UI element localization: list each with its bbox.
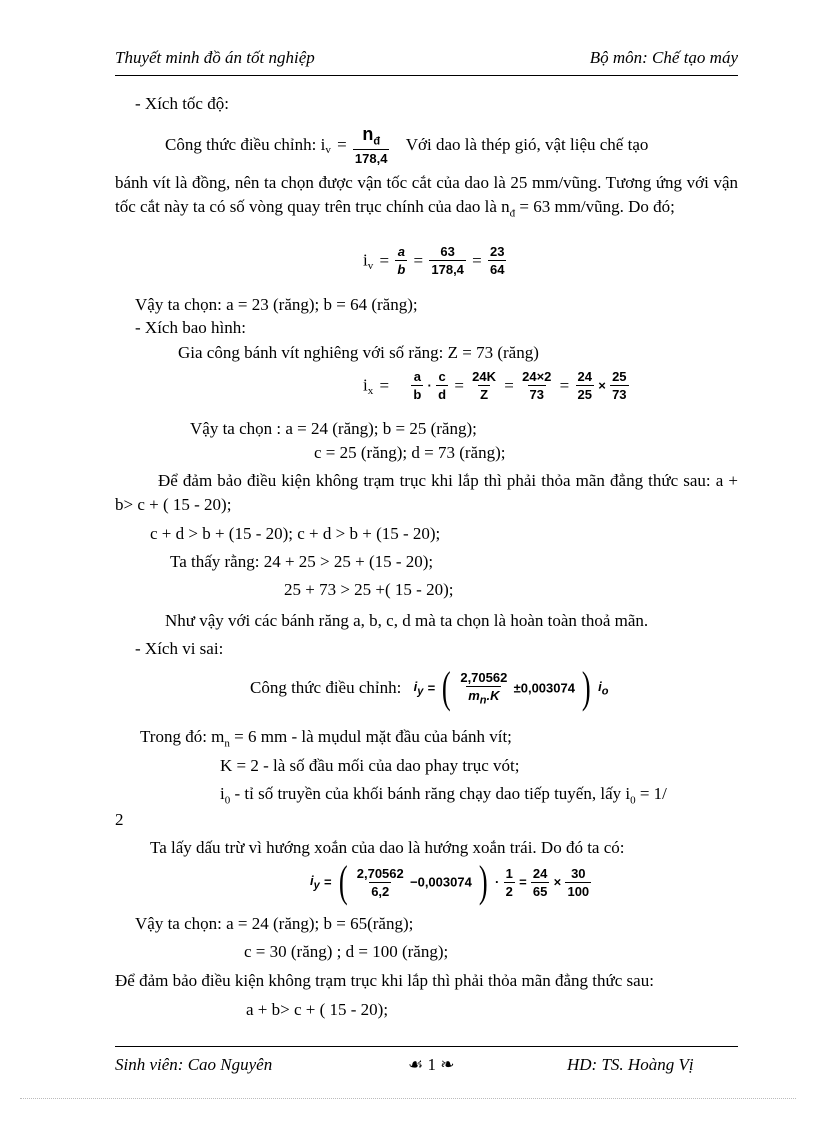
header-right: Bộ môn: Chế tạo máy [589,48,738,67]
footer-rule [115,1046,738,1047]
speed-paragraph: bánh vít là đồng, nên ta chọn được vận tốc cắt của dao là 25 mm/vũng. Tương ứng với vận tốc cắt này ta có số vòng quay trên trục chính của dao là $n_đ = 63$ mm/vũng. Do đó; [115,173,738,220]
footer-right: HD: TS. Hoàng Vị [567,1055,694,1074]
differential-sign-note: Ta lấy dấu trừ vì hướng xoắn của dao là hướng xoắn trái. Do đó ta có: [150,838,625,857]
speed-ratio-equation: $i_v$ = $\frac{a}{b}$ = $\frac{63}{178,4}$ = $\frac{23}{64}$ [363,244,505,277]
hobbing-check-2: 25 + 73 > 25 +( 15 - 20); [284,580,454,599]
where-ratio-wrap: 2 [115,810,124,829]
hobbing-check-1: Ta thấy rằng: 24 + 25 > 25 + (15 - 20); [170,552,434,571]
page-bottom-dotted-line [20,1098,796,1099]
hobbing-condition-2: c + d > b + (15 - 20); c + d > b + (15 - 20); [150,524,441,543]
hobbing-ratio-equation: $i_x$ = $\frac{a}{b}$ · $\frac{c}{d}$ = $\frac{24K}{Z}$ = $\frac{24\times 2}{73}$ = $\frac{24}{25}$ × $\frac{25}{73}$ [363,369,627,402]
differential-equation: $i_y$ = ( $\frac{2,70562}{6,2}$ −0,003074 ) · $\frac{1}{2}$ = $\frac{24}{65}$ × $\frac{30}{100}$ [310,857,590,906]
where-ratio: $i_0$ - tỉ số truyền của khối bánh răng chạy dao tiếp tuyến, lấy $i_0 = 1/$ [220,784,667,807]
where-starts: K = 2 - là số đầu mối của dao phay trục vót; [220,756,520,775]
differential-choice-2: c = 30 (răng) ; d = 100 (răng); [244,942,449,961]
hobbing-conclusion: Như vậy với các bánh răng a, b, c, d mà ta chọn là hoàn toàn thoả mãn. [165,611,649,630]
differential-condition: Để đảm bảo điều kiện không trạm trục khi lắp thì phải thỏa mãn đẳng thức sau: [115,971,654,990]
speed-formula-line: Công thức điều chỉnh: $i_v$ = $\frac{n_đ}{178,4}$ Với dao là thép gió, vật liệu chế tạo [165,124,649,166]
page-number: ☙ 1 ❧ [408,1055,455,1074]
hobbing-teeth-line: Gia công bánh vít nghiêng với số răng: Z = 73 (răng) [178,343,539,362]
page-deco-right: ❧ [440,1055,455,1074]
differential-formula-line: Công thức điều chỉnh: $i_y$ = ( $\frac{2,70562}{m_n.K}$ ±0,003074 ) $i_o$ [250,663,609,712]
section-heading-hobbing: - Xích bao hình: [135,318,246,337]
header-left: Thuyết minh đồ án tốt nghiệp [115,48,315,67]
differential-choice-1: Vậy ta chọn: a = 24 (răng); b = 65(răng); [135,914,414,933]
speed-choice: Vậy ta chọn: a = 23 (răng); b = 64 (răng); [135,295,418,314]
section-heading-differential: - Xích vi sai: [135,639,224,658]
footer-left: Sinh viên: Cao Nguyên [115,1055,273,1074]
hobbing-choice-1: Vậy ta chọn : a = 24 (răng); b = 25 (răng); [190,419,477,438]
page-deco-left: ☙ [408,1055,424,1074]
speed-fraction: $\frac{n_đ}{178,4}$ [354,124,388,166]
header-rule [115,75,738,76]
section-heading-speed: - Xích tốc độ: [135,94,229,113]
hobbing-condition: Để đảm bảo điều kiện không trạm trục khi lắp thì phải thỏa mãn đẳng thức sau: a + b> c + ( 15 - 20); [115,471,738,514]
hobbing-choice-2: c = 25 (răng); d = 73 (răng); [314,443,506,462]
where-module: Trong đó: $m_n = 6$ mm - là mụdul mặt đầu của bánh vít; [140,727,512,750]
differential-condition-2: a + b> c + ( 15 - 20); [246,1000,389,1019]
